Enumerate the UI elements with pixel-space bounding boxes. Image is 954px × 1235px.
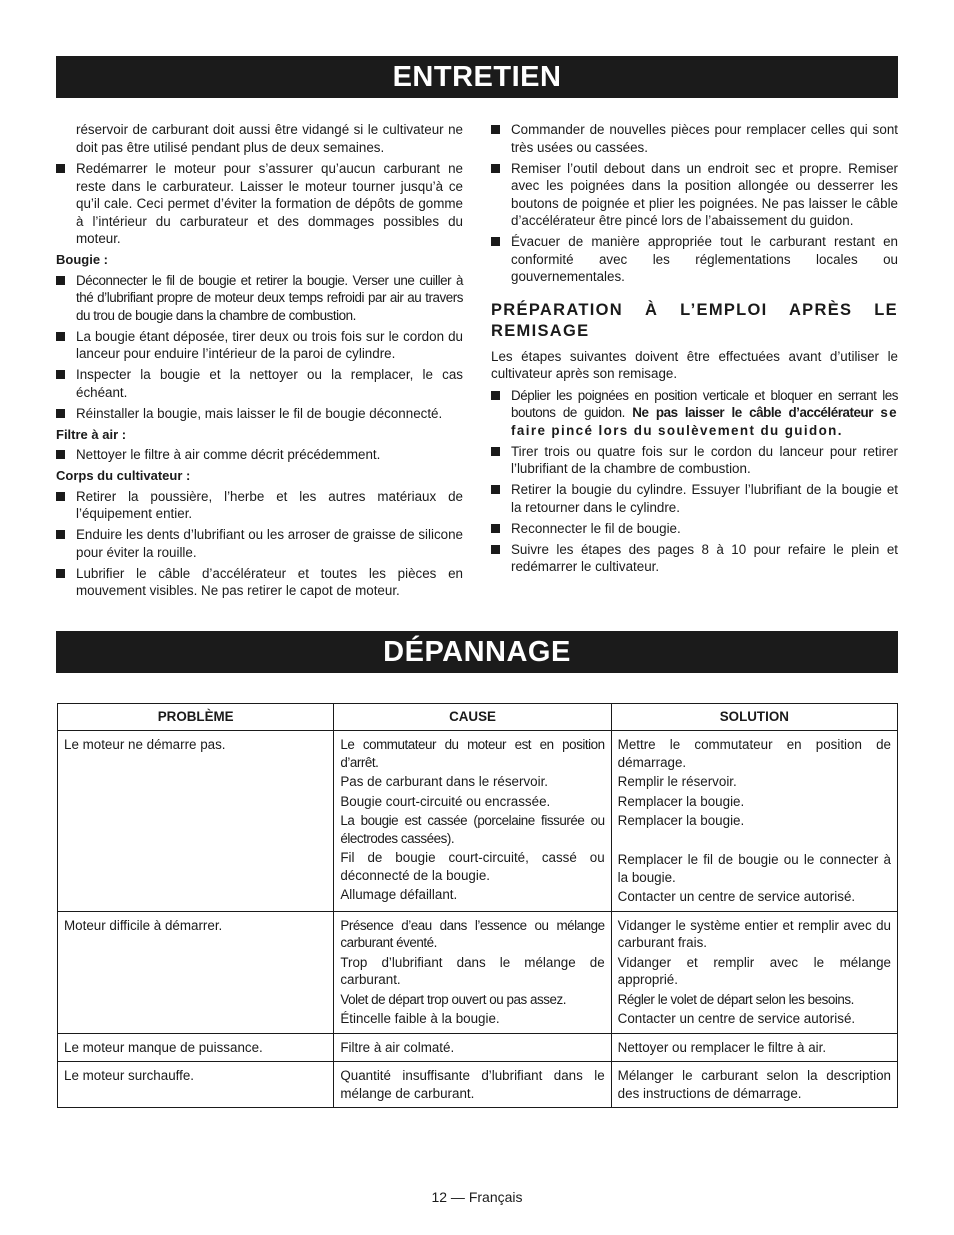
- list-item: [491, 233, 898, 286]
- list-item-text: Remiser l’outil debout dans un endroit sec et propre. Remiser avec les poignées dans la position allongée ou desserrer les boutons de poignée et plier les poignées. Ne pas laisser le câble d’accélérateur être pincé lors de l’abaissement du guidon.: [511, 160, 898, 228]
- problem-text: Le moteur ne démarre pas.: [64, 737, 226, 752]
- problem-cell: [58, 911, 334, 1033]
- list-item: [491, 160, 898, 230]
- bullet-square-icon: [491, 237, 500, 246]
- list-item-text: Réinstaller la bougie, mais laisser le fil de bougie déconnecté.: [76, 405, 443, 421]
- bullet-square-icon: [491, 545, 500, 554]
- cause-text: Fil de bougie court-circuité, cassé ou déconnecté de la bougie.: [340, 850, 605, 883]
- warning-text-continued: se faire pincé lors du soulèvement du guidon.: [511, 405, 899, 438]
- bullet-square-icon: [491, 524, 500, 533]
- list-item-text: Évacuer de manière appropriée tout le carburant restant en conformité avec les réglementations locales ou gouvernementales.: [511, 234, 898, 284]
- section-heading-preparation: PRÉPARATION À L’EMPLOI APRÈS LE REMISAGE: [491, 300, 898, 340]
- list-item: [56, 526, 463, 561]
- list-item-text: Suivre les étapes des pages 8 à 10 pour refaire le plein et redémarrer le cultivateur.: [511, 541, 898, 574]
- problem-text: Moteur difficile à démarrer.: [64, 917, 223, 933]
- bullet-square-icon: [56, 450, 65, 459]
- list-item: [56, 488, 463, 523]
- solution-text: Nettoyer ou remplacer le filtre à air.: [617, 1039, 827, 1055]
- section-intro: Les étapes suivantes doivent être effectuées avant d’utiliser le cultivateur après son remisage.: [491, 348, 898, 381]
- list-item: [56, 272, 463, 325]
- bullet-square-icon: [56, 164, 65, 173]
- bullet-square-icon: [491, 391, 500, 400]
- bullet-square-icon: [56, 492, 65, 501]
- solution-text: Mélanger le carburant selon la description des instructions de démarrage.: [617, 1068, 891, 1101]
- problem-cell: [58, 1033, 334, 1062]
- solution-cell: [611, 1033, 897, 1062]
- bullet-square-icon: [491, 485, 500, 494]
- cause-cell: [334, 911, 611, 1033]
- list-item-text: Commander de nouvelles pièces pour remplacer celles qui sont très usées ou cassées.: [511, 122, 898, 155]
- cause-text: La bougie est cassée (porcelaine fissurée ou électrodes cassées).: [340, 813, 605, 846]
- column-header-probleme: PROBLÈME: [58, 704, 334, 731]
- cause-text: Bougie court-circuité ou encrassée.: [340, 793, 551, 809]
- table-row: [58, 1062, 898, 1108]
- list-item: [491, 520, 898, 538]
- list-item-text: Enduire les dents d’lubrifiant ou les arroser de graisse de silicone pour éviter la rouille.: [76, 527, 463, 560]
- list-item-text: La bougie étant déposée, tirer deux ou trois fois sur le cordon du lanceur pour enduire l’intérieur de la paroi de cylindre.: [76, 328, 463, 361]
- solution-cell: [611, 911, 897, 1033]
- cause-text: Filtre à air colmaté.: [340, 1039, 455, 1055]
- list-item-text: Reconnecter le fil de bougie.: [511, 520, 681, 536]
- subheading-filtre: Filtre à air :: [56, 426, 127, 442]
- solution-text: Remplacer la bougie.: [617, 813, 745, 828]
- column-header-cause: CAUSE: [334, 704, 611, 731]
- cause-text: Allumage défaillant.: [340, 887, 458, 902]
- warning-text: Ne pas laisser le câble d’accélérateur: [632, 405, 873, 420]
- cause-text: Trop d’lubrifiant dans le mélange de carburant.: [340, 954, 605, 987]
- list-item: [56, 366, 463, 401]
- list-item-text: Déconnecter le fil de bougie et retirer la bougie. Verser une cuiller à thé d’lubrifiant propre de moteur deux temps refroidi par air au travers du trou de bougie dans la chambre de combustion.: [76, 272, 463, 323]
- bullet-square-icon: [56, 569, 65, 578]
- subheading-corps: Corps du cultivateur :: [56, 468, 191, 483]
- cause-cell: [334, 1033, 611, 1062]
- left-column: [56, 121, 463, 603]
- list-item-text: Redémarrer le moteur pour s’assurer qu’aucun carburant ne reste dans le carburateur. Laisser le moteur tourner jusqu’à ce qu’il cale. Ceci permet d’éviter la formation de dépôts de gomme à l’intérieur du carburateur et des dommages possibles du moteur.: [76, 161, 463, 246]
- list-item-text: Inspecter la bougie et la nettoyer ou la remplacer, le cas échéant.: [76, 367, 463, 400]
- subheading-bougie: Bougie :: [56, 252, 108, 267]
- list-item: [491, 481, 898, 516]
- page-footer: 12 — Français: [431, 1189, 523, 1205]
- list-item: [56, 405, 463, 423]
- bullet-square-icon: [56, 370, 65, 379]
- solution-text: Régler le volet de départ selon les besoins.: [617, 991, 854, 1007]
- cause-text: Étincelle faible à la bougie.: [340, 1011, 500, 1026]
- table-header-row: [58, 704, 898, 731]
- list-item-text: Retirer la poussière, l’herbe et les autres matériaux de l’équipement entier.: [76, 488, 463, 521]
- cause-cell: [334, 1062, 611, 1108]
- cause-text: Présence d’eau dans l’essence ou mélange carburant éventé.: [340, 917, 605, 950]
- list-item: [491, 541, 898, 576]
- list-item: [56, 328, 463, 363]
- solution-text: Remplacer le fil de bougie ou le connecter à la bougie.: [617, 852, 891, 885]
- bullet-square-icon: [56, 409, 65, 418]
- intro-paragraph: réservoir de carburant doit aussi être vidangé si le cultivateur ne doit pas être utilisé pendant plus de deux semaines.: [76, 122, 463, 155]
- section-banner-entretien: ENTRETIEN: [56, 56, 898, 98]
- list-item: [491, 387, 898, 440]
- table-row: [58, 731, 898, 912]
- list-item-text: Déplier les poignées en position verticale et bloquer en serrant les boutons de guidon.: [511, 387, 898, 420]
- bullet-square-icon: [491, 125, 500, 134]
- problem-cell: [58, 1062, 334, 1108]
- table-row: [58, 911, 898, 1033]
- problem-text: Le moteur manque de puissance.: [64, 1039, 263, 1055]
- list-item: [491, 443, 898, 478]
- list-item: [491, 121, 898, 156]
- section-banner-depannage: DÉPANNAGE: [56, 631, 898, 673]
- bullet-square-icon: [491, 164, 500, 173]
- bullet-square-icon: [56, 530, 65, 539]
- solution-text: Mettre le commutateur en position de démarrage.: [617, 737, 891, 770]
- solution-text: Contacter un centre de service autorisé.: [617, 1011, 856, 1026]
- list-item-text: Lubrifier le câble d’accélérateur et toutes les pièces en mouvement visibles. Ne pas retirer le capot de moteur.: [76, 565, 463, 598]
- solution-cell: [611, 1062, 897, 1108]
- table-row: [58, 1033, 898, 1062]
- solution-text: Remplir le réservoir.: [617, 774, 737, 789]
- solution-text: Vidanger et remplir avec le mélange approprié.: [617, 954, 891, 987]
- list-item: [56, 565, 463, 600]
- solution-text: Vidanger le système entier et remplir avec du carburant frais.: [617, 917, 891, 950]
- troubleshooting-table: [57, 703, 898, 1108]
- problem-text: Le moteur surchauffe.: [64, 1068, 195, 1083]
- bullet-square-icon: [491, 447, 500, 456]
- list-item-text: Tirer trois ou quatre fois sur le cordon du lanceur pour retirer l’lubrifiant de la chambre de combustion.: [511, 443, 898, 476]
- list-item: [56, 446, 463, 464]
- bullet-square-icon: [56, 276, 65, 285]
- list-item: [56, 160, 463, 248]
- cause-text: Le commutateur du moteur est en position d’arrêt.: [340, 737, 605, 770]
- cause-cell: [334, 731, 611, 912]
- solution-text: Remplacer la bougie.: [617, 793, 745, 809]
- right-column: [491, 121, 898, 579]
- cause-text: Pas de carburant dans le réservoir.: [340, 774, 549, 789]
- list-item-text: Nettoyer le filtre à air comme décrit précédemment.: [76, 447, 381, 462]
- cause-text: Quantité insuffisante d’lubrifiant dans le mélange de carburant.: [340, 1068, 605, 1101]
- list-item-text: Retirer la bougie du cylindre. Essuyer l’lubrifiant de la bougie et la retourner dans le cylindre.: [511, 482, 898, 515]
- solution-cell: [611, 731, 897, 912]
- bullet-square-icon: [56, 332, 65, 341]
- column-header-solution: SOLUTION: [611, 704, 897, 731]
- solution-text: Contacter un centre de service autorisé.: [617, 889, 856, 904]
- problem-cell: [58, 731, 334, 912]
- cause-text: Volet de départ trop ouvert ou pas assez.: [340, 991, 567, 1007]
